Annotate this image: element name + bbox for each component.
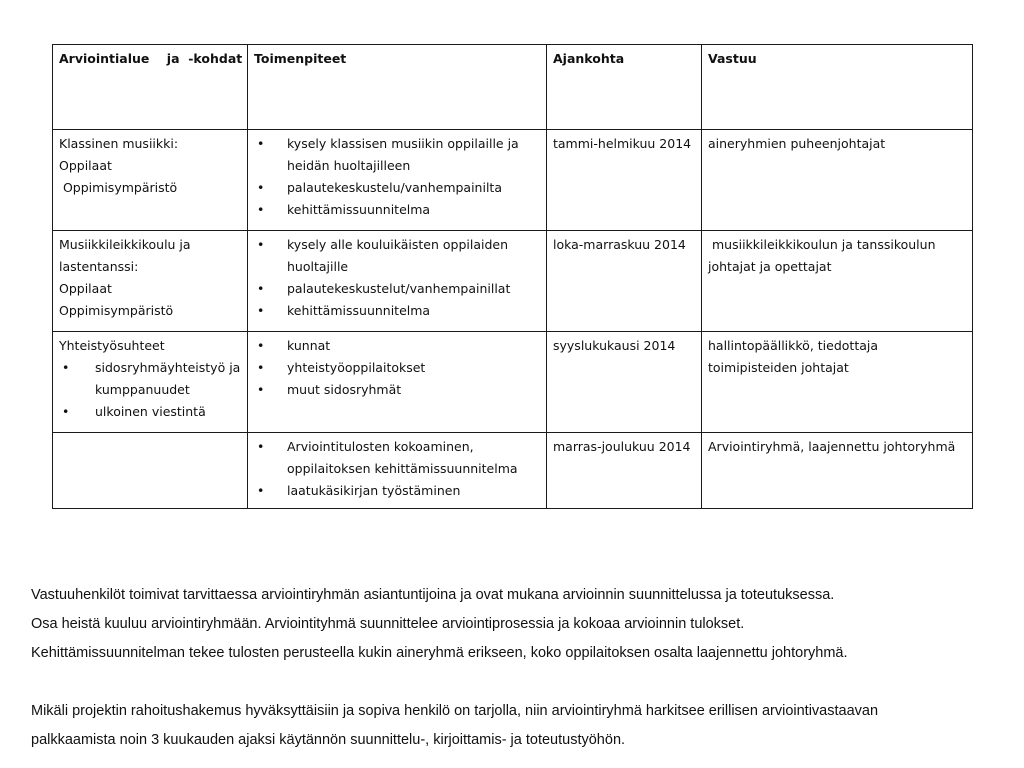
actions-cell [248, 332, 547, 433]
actions-cell [248, 130, 547, 231]
area-line: Oppimisympäristö [59, 303, 174, 318]
area-cell [53, 433, 248, 509]
body-text [31, 581, 1024, 755]
actions-cell [248, 433, 547, 509]
action-item: • kehittämissuunnitelma [254, 300, 540, 322]
paragraph-line: Vastuuhenkilöt toimivat tarvittaessa arviointiryhmän asiantuntijoina ja ovat mukana arvioinnin suunnittelussa ja toteutuksessa. [31, 587, 835, 603]
responsible-cell: hallintopäällikkö, tiedottaja toimipisteiden johtajat [702, 332, 973, 433]
area-title: Yhteistyösuhteet [59, 338, 165, 353]
paragraph-line: Osa heistä kuuluu arviointiryhmään. Arviointityhmä suunnittelee arviointiprosessia ja kokoaa arvioinnin tulokset. [31, 616, 745, 632]
table-row [53, 231, 973, 332]
table-row [53, 130, 973, 231]
evaluation-plan-table [52, 44, 973, 509]
action-item: • yhteistyöoppilaitokset [254, 357, 540, 379]
action-item: • laatukäsikirjan työstäminen [254, 480, 540, 502]
area-cell [53, 231, 248, 332]
action-item: • Arviointitulosten kokoaminen, oppilaitoksen kehittämissuunnitelma [254, 436, 540, 480]
area-cell [53, 332, 248, 433]
header-responsible: Vastuu [702, 45, 973, 130]
timing-cell: loka-marraskuu 2014 [547, 231, 702, 332]
table-row [53, 332, 973, 433]
area-cell [53, 130, 248, 231]
actions-cell [248, 231, 547, 332]
action-item: • kysely klassisen musiikin oppilaille ja heidän huoltajilleen [254, 133, 540, 177]
table-row [53, 433, 973, 509]
area-line: Musiikkileikkikoulu ja [59, 237, 191, 252]
header-area: Arviointialue ja -kohdat [53, 45, 248, 130]
area-bullet: • ulkoinen viestintä [59, 401, 241, 423]
timing-cell: marras-joulukuu 2014 [547, 433, 702, 509]
responsible-cell: Arviointiryhmä, laajennettu johtoryhmä [702, 433, 973, 509]
timing-cell: syyslukukausi 2014 [547, 332, 702, 433]
responsible-cell: aineryhmien puheenjohtajat [702, 130, 973, 231]
area-line: lastentanssi: [59, 259, 139, 274]
paragraph-gap [31, 668, 1024, 697]
action-item: • kehittämissuunnitelma [254, 199, 540, 221]
header-actions: Toimenpiteet [248, 45, 547, 130]
header-timing: Ajankohta [547, 45, 702, 130]
paragraph-line: Kehittämissuunnitelman tekee tulosten perusteella kukin aineryhmä erikseen, koko oppilaitoksen osalta laajennettu johtoryhmä. [31, 645, 848, 661]
area-line: Klassinen musiikki: [59, 136, 179, 151]
responsible-cell: musiikkileikkikoulun ja tanssikoulun johtajat ja opettajat [702, 231, 973, 332]
area-line: Oppimisympäristö [59, 180, 178, 195]
action-item: • kysely alle kouluikäisten oppilaiden huoltajille [254, 234, 540, 278]
paragraph-line: palkkaamista noin 3 kuukauden ajaksi käytännön suunnittelu-, kirjoittamis- ja toteutustyöhön. [31, 732, 626, 748]
action-item: • kunnat [254, 335, 540, 357]
timing-cell: tammi-helmikuu 2014 [547, 130, 702, 231]
table-header-row [53, 45, 973, 130]
action-item: • palautekeskustelut/vanhempainillat [254, 278, 540, 300]
area-line: Oppilaat [59, 281, 112, 296]
action-item: • palautekeskustelu/vanhempainilta [254, 177, 540, 199]
area-bullet: • sidosryhmäyhteistyö ja kumppanuudet [59, 357, 241, 401]
paragraph-line: Mikäli projektin rahoitushakemus hyväksyttäisiin ja sopiva henkilö on tarjolla, niin arviointiryhmä harkitsee erillisen arviointivastaavan [31, 703, 879, 719]
action-item: • muut sidosryhmät [254, 379, 540, 401]
area-line: Oppilaat [59, 158, 112, 173]
